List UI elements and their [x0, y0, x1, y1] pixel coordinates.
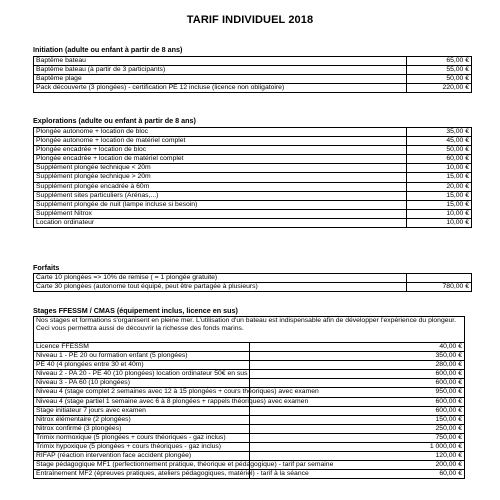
- row-price: 15,00 €: [407, 173, 472, 182]
- row-label: Supplément plongée technique > 20m: [34, 173, 407, 182]
- table-row: [34, 379, 465, 388]
- row-price: 10,00 €: [407, 218, 472, 227]
- section-heading-forfaits: Forfaits: [33, 263, 60, 272]
- row-label: Nitrox élémentaire (2 plongées): [34, 415, 250, 424]
- row-price: 120,00 €: [249, 452, 465, 461]
- row-label: Plongée encadrée + location de bloc: [34, 146, 407, 155]
- row-label: Location ordinateur: [34, 218, 407, 227]
- row-label: Stage initiateur 7 jours avec examen: [34, 406, 250, 415]
- table-initiation: [33, 56, 472, 93]
- row-price: 50,00 €: [407, 75, 472, 84]
- table-row: [34, 164, 472, 173]
- section-heading-explorations: Explorations (adulte ou enfant à partir de 8 ans): [33, 116, 196, 125]
- row-label: Supplément plongée de nuit (lampe incluse si besoin): [34, 200, 407, 209]
- row-price: 35,00 €: [407, 128, 472, 137]
- row-label: Supplément plongée technique < 20m: [34, 164, 407, 173]
- table-row: [34, 415, 465, 424]
- row-label: PE 40 (4 plongées entre 30 et 40m): [34, 361, 250, 370]
- row-price: [407, 274, 472, 283]
- row-price: 55,00 €: [407, 66, 472, 75]
- row-label: Supplément Nitrox: [34, 209, 407, 218]
- row-label: Niveau 4 (stage partiel 1 semaine avec 6 à 8 plongées + rappels théoriques) avec examen: [34, 397, 250, 406]
- row-price: 600,00 €: [249, 406, 465, 415]
- table-row: [34, 388, 465, 397]
- table-row: [34, 424, 465, 433]
- row-price: 15,00 €: [407, 191, 472, 200]
- table-row: [34, 137, 472, 146]
- table-row: [34, 200, 472, 209]
- table-row: [34, 443, 465, 452]
- row-label: RIFAP (réaction intervention face accident plongée): [34, 452, 250, 461]
- row-label: Baptême bateau: [34, 57, 407, 66]
- row-price: 750,00 €: [249, 433, 465, 442]
- row-label: Carte 10 plongées => 10% de remise ( = 1 plongée gratuite): [34, 274, 407, 283]
- row-price: 20,00 €: [407, 182, 472, 191]
- row-price: 60,00 €: [249, 470, 465, 479]
- row-price: 220,00 €: [407, 84, 472, 93]
- row-label: Niveau 1 - PE 20 ou formation enfant (5 plongées): [34, 352, 250, 361]
- row-price: 60,00 €: [407, 155, 472, 164]
- row-price: 65,00 €: [407, 57, 472, 66]
- row-label: Supplément sites particuliers (Arénas,...): [34, 191, 407, 200]
- section-heading-stages: Stages FFESSM / CMAS (équipement inclus, licence en sus): [33, 306, 238, 315]
- row-price: 600,00 €: [249, 379, 465, 388]
- row-price: 40,00 €: [249, 343, 465, 352]
- intro-row: [34, 317, 465, 343]
- row-price: 200,00 €: [249, 461, 465, 470]
- table-row: [34, 182, 472, 191]
- table-row: [34, 461, 465, 470]
- row-label: Trimix hypoxique (5 plongées + cours théoriques - gaz inclus): [34, 443, 250, 452]
- table-row: [34, 128, 472, 137]
- row-price: 250,00 €: [249, 424, 465, 433]
- table-row: [34, 283, 472, 292]
- row-label: Entraînement MF2 (épreuves pratiques, ateliers pédagogiques, matériel) - tarif à la séance: [34, 470, 250, 479]
- row-price: 600,00 €: [249, 397, 465, 406]
- row-label: Supplément plongée encadrée à 60m: [34, 182, 407, 191]
- row-price: 280,00 €: [249, 361, 465, 370]
- row-price: 600,00 €: [249, 370, 465, 379]
- table-row: [34, 218, 472, 227]
- row-price: 950,00 €: [249, 388, 465, 397]
- table-row: [34, 470, 465, 479]
- row-label: Pack découverte (3 plongées) - certification PE 12 incluse (licence non obligatoire): [34, 84, 407, 93]
- section-heading-initiation: Initiation (adulte ou enfant à partir de 8 ans): [33, 45, 183, 54]
- table-row: [34, 370, 465, 379]
- row-price: 10,00 €: [407, 164, 472, 173]
- row-label: Plongée autonome + location de bloc: [34, 128, 407, 137]
- row-price: 1 000,00 €: [249, 443, 465, 452]
- table-row: [34, 274, 472, 283]
- table-row: [34, 452, 465, 461]
- table-row: [34, 173, 472, 182]
- table-row: [34, 209, 472, 218]
- page-title: TARIF INDIVIDUEL 2018: [186, 14, 314, 26]
- row-label: Niveau 2 - PA 20 - PE 40 (10 plongées) location ordinateur 50€ en sus: [34, 370, 250, 379]
- row-price: 45,00 €: [407, 137, 472, 146]
- row-label: Niveau 3 - PA 60 (10 plongées): [34, 379, 250, 388]
- table-row: [34, 433, 465, 442]
- table-row: [34, 84, 472, 93]
- table-row: [34, 406, 465, 415]
- row-price: 780,00 €: [407, 283, 472, 292]
- row-price: 10,00 €: [407, 209, 472, 218]
- table-row: [34, 343, 465, 352]
- row-label: Baptême bateau (à partir de 3 participants): [34, 66, 407, 75]
- row-label: Plongée autonome + location de matériel complet: [34, 137, 407, 146]
- row-price: 15,00 €: [407, 200, 472, 209]
- row-label: Niveau 4 (stage complet 2 semaines avec 12 à 15 plongées + cours théoriques) avec examen: [34, 388, 250, 397]
- table-explorations: [33, 127, 472, 228]
- table-row: [34, 155, 472, 164]
- table-row: [34, 352, 465, 361]
- table-row: [34, 191, 472, 200]
- row-price: 50,00 €: [407, 146, 472, 155]
- row-price: 150,00 €: [249, 415, 465, 424]
- row-label: Trimix normoxique (5 plongées + cours théoriques - gaz inclus): [34, 433, 250, 442]
- table-row: [34, 361, 465, 370]
- table-row: [34, 397, 465, 406]
- table-row: [34, 146, 472, 155]
- table-row: [34, 57, 472, 66]
- row-label: Plongée encadrée + location de matériel complet: [34, 155, 407, 164]
- table-row: [34, 66, 472, 75]
- row-price: 350,00 €: [249, 352, 465, 361]
- row-label: Nitrox confirmé (3 plongées): [34, 424, 250, 433]
- table-row: [34, 75, 472, 84]
- row-label: Stage pédagogique MF1 (perfectionnement pratique, théorique et pédagogique) - tarif par semaine: [34, 461, 250, 470]
- table-forfaits: [33, 273, 472, 292]
- table-stages: [33, 316, 465, 479]
- row-label: Carte 30 plongées (autonome tout équipé, peut être partagée à plusieurs): [34, 283, 407, 292]
- row-label: Licence FFESSM: [34, 343, 250, 352]
- row-label: Baptême plage: [34, 75, 407, 84]
- stages-intro-text: Nos stages et formations s'organisent en pleine mer. L'utilisation d'un bateau est indispensable afin de développer l'expérience du plongeur. Ceci vous permettra aussi de découvrir la richesse des fonds marins.: [34, 317, 465, 343]
